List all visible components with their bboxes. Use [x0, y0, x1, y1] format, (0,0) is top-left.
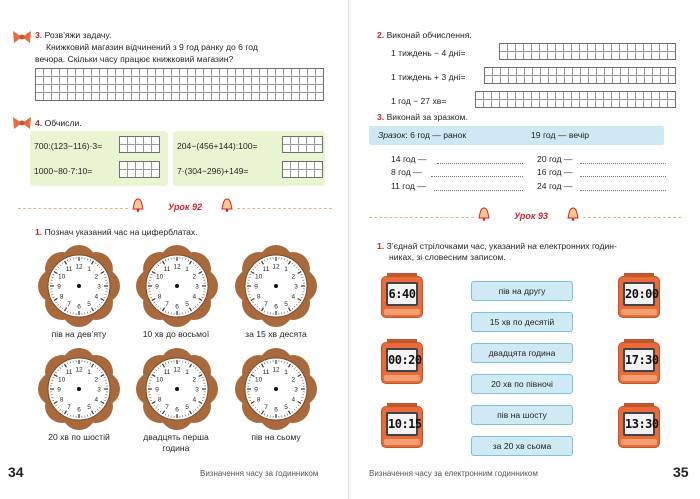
- svg-text:7: 7: [67, 300, 71, 308]
- svg-text:8: 8: [256, 396, 261, 404]
- svg-text:1: 1: [185, 266, 189, 274]
- phrase-card[interactable]: двадцята година: [471, 343, 573, 363]
- svg-text:6: 6: [175, 406, 179, 414]
- lesson-header: [351, 207, 700, 229]
- svg-text:8: 8: [59, 293, 64, 301]
- bell-icon: [567, 207, 579, 221]
- clock-face[interactable]: [135, 347, 219, 431]
- svg-text:10: 10: [255, 376, 263, 384]
- footer-text: Визначення часу за годинником: [200, 469, 319, 478]
- answer-line[interactable]: [580, 163, 666, 164]
- lesson-header: [0, 198, 349, 220]
- svg-text:7: 7: [264, 403, 268, 411]
- footer-text: Визначення часу за електронним годинником: [369, 469, 538, 478]
- expression: 700:(123−116)·3=: [34, 141, 103, 151]
- svg-text:3: 3: [195, 283, 199, 291]
- answer-grid[interactable]: [475, 91, 676, 108]
- svg-text:11: 11: [163, 266, 171, 274]
- task1-heading-cont: никах, зі словесним записом.: [389, 252, 506, 262]
- svg-text:4: 4: [291, 396, 296, 404]
- page-number: 34: [8, 464, 24, 480]
- svg-text:12: 12: [272, 263, 280, 271]
- clock-face[interactable]: [234, 347, 318, 431]
- task4-heading: 4. Обчисли.: [35, 118, 82, 128]
- svg-text:5: 5: [185, 300, 189, 308]
- expression: 1 тиждень − 4 дні=: [391, 48, 466, 58]
- svg-text:1: 1: [87, 369, 91, 377]
- svg-text:9: 9: [57, 386, 61, 394]
- row-label: 14 год —: [391, 154, 427, 164]
- svg-text:5: 5: [284, 300, 288, 308]
- page-number: 35: [673, 464, 689, 480]
- svg-text:5: 5: [284, 403, 288, 411]
- clock-label-extra: година: [162, 443, 190, 453]
- svg-text:10: 10: [58, 273, 66, 281]
- svg-text:10: 10: [156, 273, 164, 281]
- svg-text:5: 5: [87, 300, 91, 308]
- phrase-card[interactable]: пів на шосту: [471, 405, 573, 425]
- expression: 1 год − 27 хв=: [391, 96, 447, 106]
- svg-text:12: 12: [75, 366, 83, 374]
- phrase-card[interactable]: за 20 хв сьома: [471, 436, 573, 456]
- answer-cells[interactable]: [119, 161, 160, 178]
- row-label: 24 год —: [537, 181, 573, 191]
- lesson-title: Урок 93: [514, 211, 548, 221]
- svg-text:12: 12: [173, 263, 181, 271]
- clock-face[interactable]: [135, 244, 219, 328]
- svg-text:6: 6: [77, 303, 81, 311]
- answer-cells[interactable]: [282, 161, 323, 178]
- answer-grid[interactable]: [499, 43, 676, 60]
- svg-text:11: 11: [163, 369, 171, 377]
- row-label: 8 год —: [391, 167, 422, 177]
- svg-text:4: 4: [94, 396, 99, 404]
- svg-text:9: 9: [155, 283, 159, 291]
- svg-text:2: 2: [291, 376, 296, 384]
- expression: 1000−80·7:10=: [34, 166, 93, 176]
- task3-text-2: вечора. Скільки часу працює книжковий магазин?: [35, 54, 234, 64]
- answer-cells[interactable]: [282, 136, 323, 153]
- sample-text: Зразок: 6 год — ранок: [378, 130, 467, 140]
- task3-text-1: Книжковий магазин відчинений з 9 год ранку до 6 год: [46, 42, 258, 52]
- svg-text:5: 5: [87, 403, 91, 411]
- svg-text:10: 10: [58, 376, 66, 384]
- clock-label: двадцять перша: [143, 432, 209, 442]
- answer-grid[interactable]: [484, 67, 676, 84]
- electronic-clock: 13:30: [618, 406, 662, 448]
- clock-label: 10 хв до восьмої: [142, 329, 210, 339]
- svg-text:7: 7: [67, 403, 71, 411]
- svg-text:12: 12: [272, 366, 280, 374]
- electronic-clock: 20:00: [618, 276, 662, 318]
- svg-text:7: 7: [165, 403, 169, 411]
- task1-heading: 1. З’єднай стрілочками час, указаний на електронних годин-: [377, 241, 617, 251]
- expression: 7·(304−296)+149=: [177, 166, 249, 176]
- answer-line[interactable]: [434, 190, 523, 191]
- svg-text:8: 8: [256, 293, 261, 301]
- svg-text:9: 9: [155, 386, 159, 394]
- sample-text: 19 год — вечір: [531, 130, 589, 140]
- answer-line[interactable]: [580, 176, 666, 177]
- task1-heading: 1. Познач указаний час на циферблатах.: [35, 227, 198, 237]
- task3-heading: 3. Розв’яжи задачу.: [35, 30, 112, 40]
- electronic-clock: 00:20: [381, 342, 425, 384]
- phrase-card[interactable]: 15 хв по десятій: [471, 312, 573, 332]
- svg-text:2: 2: [94, 376, 99, 384]
- svg-text:6: 6: [175, 303, 179, 311]
- phrase-card[interactable]: 20 хв по півночі: [471, 374, 573, 394]
- answer-line[interactable]: [431, 176, 523, 177]
- expression: 1 тиждень + 3 дні=: [391, 72, 466, 82]
- svg-text:4: 4: [192, 293, 197, 301]
- svg-text:1: 1: [284, 369, 288, 377]
- svg-text:11: 11: [65, 266, 73, 274]
- clock-label: пів на дев’яту: [51, 329, 107, 339]
- svg-text:6: 6: [274, 303, 278, 311]
- svg-text:1: 1: [284, 266, 288, 274]
- bow-icon: [11, 30, 33, 44]
- svg-text:6: 6: [274, 406, 278, 414]
- svg-text:2: 2: [291, 273, 296, 281]
- svg-text:6: 6: [77, 406, 81, 414]
- svg-text:9: 9: [254, 283, 258, 291]
- clock-label: за 15 хв десята: [245, 329, 307, 339]
- answer-line[interactable]: [580, 190, 666, 191]
- svg-text:3: 3: [195, 386, 199, 394]
- electronic-clock: 17:30: [618, 342, 662, 384]
- electronic-clock: 10:15: [381, 406, 425, 448]
- svg-text:11: 11: [262, 266, 270, 274]
- svg-text:8: 8: [157, 396, 162, 404]
- svg-text:10: 10: [156, 376, 164, 384]
- svg-text:9: 9: [57, 283, 61, 291]
- row-label: 11 год —: [391, 181, 426, 191]
- svg-text:4: 4: [291, 293, 296, 301]
- svg-text:1: 1: [185, 369, 189, 377]
- clock-face[interactable]: [37, 347, 121, 431]
- lesson-title: Урок 92: [168, 202, 202, 212]
- svg-text:3: 3: [97, 386, 101, 394]
- svg-text:8: 8: [157, 293, 162, 301]
- svg-text:12: 12: [173, 366, 181, 374]
- answer-line[interactable]: [437, 163, 523, 164]
- svg-text:2: 2: [94, 273, 99, 281]
- svg-text:3: 3: [294, 386, 298, 394]
- task3-heading: 3. Виконай за зразком.: [377, 112, 468, 122]
- left-page: [0, 0, 349, 499]
- svg-text:7: 7: [264, 300, 268, 308]
- svg-text:4: 4: [94, 293, 99, 301]
- answer-grid[interactable]: [35, 68, 324, 101]
- answer-cells[interactable]: [119, 136, 160, 153]
- electronic-clock: 6:40: [381, 276, 425, 318]
- svg-text:11: 11: [65, 369, 73, 377]
- clock-face[interactable]: [37, 244, 121, 328]
- row-label: 16 год —: [537, 167, 573, 177]
- svg-text:4: 4: [192, 396, 197, 404]
- clock-label: пів на сьому: [251, 432, 301, 442]
- bell-icon: [221, 198, 233, 212]
- svg-text:5: 5: [185, 403, 189, 411]
- svg-text:3: 3: [294, 283, 298, 291]
- clock-label: 20 хв по шостій: [48, 432, 110, 442]
- task2-heading: 2. Виконай обчислення.: [377, 30, 472, 40]
- expression: 204−(456+144):100=: [177, 141, 258, 151]
- svg-text:8: 8: [59, 396, 64, 404]
- svg-text:11: 11: [262, 369, 270, 377]
- right-page: [351, 0, 700, 499]
- svg-text:10: 10: [255, 273, 263, 281]
- svg-text:2: 2: [192, 273, 197, 281]
- clock-face[interactable]: [234, 244, 318, 328]
- svg-text:7: 7: [165, 300, 169, 308]
- svg-text:12: 12: [75, 263, 83, 271]
- bow-icon: [11, 116, 33, 130]
- phrase-card[interactable]: пів на другу: [471, 281, 573, 301]
- svg-text:9: 9: [254, 386, 258, 394]
- row-label: 20 год —: [537, 154, 573, 164]
- svg-text:2: 2: [192, 376, 197, 384]
- svg-text:3: 3: [97, 283, 101, 291]
- svg-text:1: 1: [87, 266, 91, 274]
